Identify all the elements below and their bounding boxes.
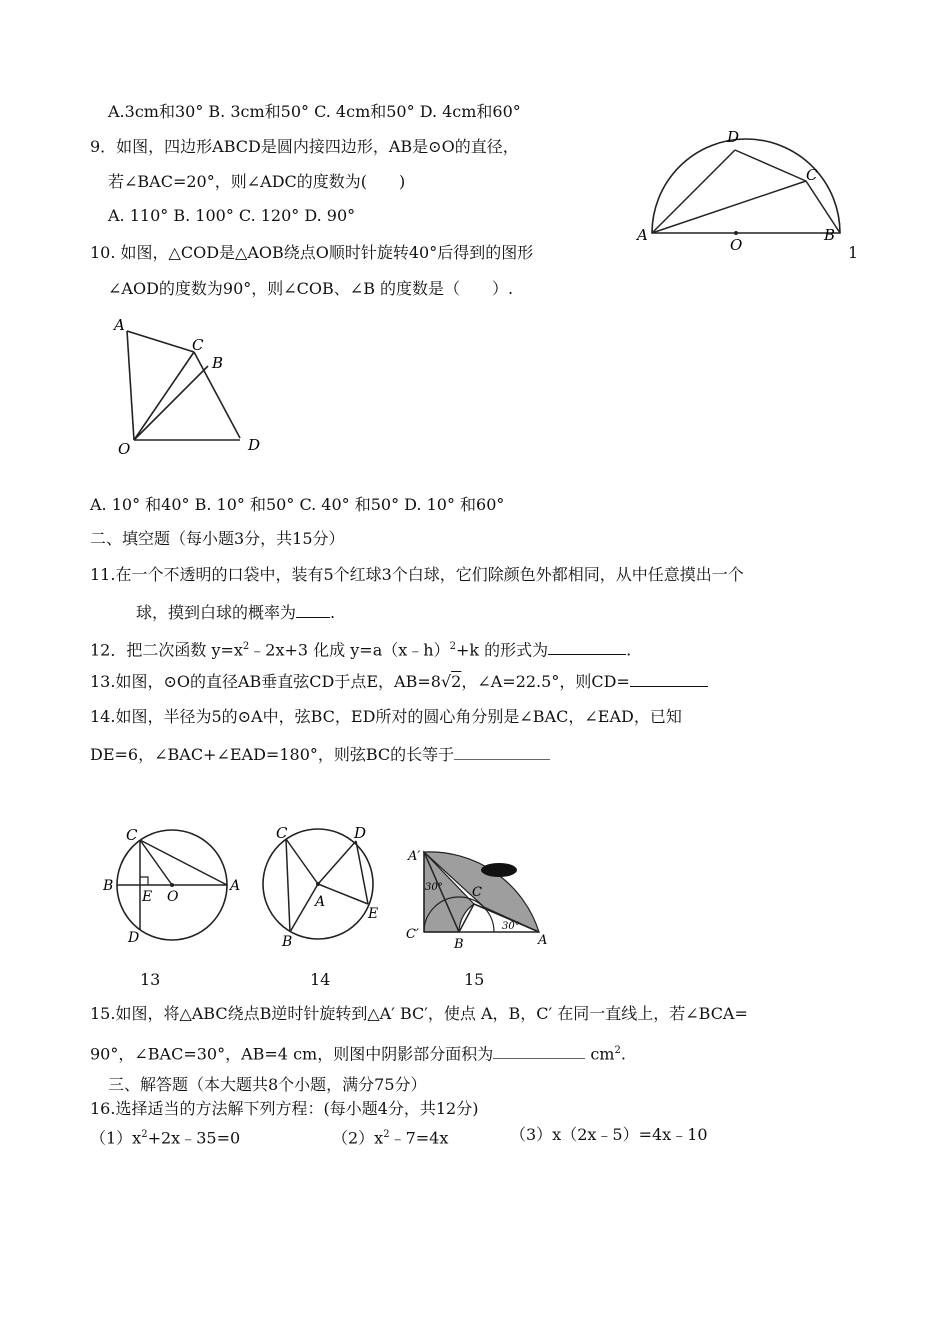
q16-p2-sup: 2 — [383, 1129, 390, 1140]
q11-end: . — [330, 603, 336, 622]
q14-text: DE=6，∠BAC+∠EAD=180°，则弦BC的长等于 — [90, 745, 455, 764]
q12-sup2: 2 — [449, 641, 456, 652]
fig15-label-a-prime: A′ — [408, 849, 421, 864]
q16-p2-b: ﹣7=4x — [389, 1128, 449, 1148]
figure-13 — [100, 826, 250, 948]
q12-answer-blank[interactable] — [548, 638, 626, 655]
q12-text-c: +k 的形式为 — [455, 640, 549, 660]
figure-15 — [402, 840, 562, 952]
fig13-label-d: D — [128, 930, 140, 946]
fig14-label-e: E — [368, 906, 379, 922]
q12-sup1: 2 — [242, 641, 250, 652]
q13-radical: √2 — [440, 672, 462, 691]
q10-options: A. 10° 和40° B. 10° 和50° C. 40° 和50° D. 10° 和60° — [90, 495, 505, 514]
q11-text: 球，摸到白球的概率为 — [136, 603, 297, 622]
q14-answer-blank[interactable] — [454, 743, 550, 760]
q15-end: . — [620, 1044, 626, 1064]
q11-line2 — [136, 601, 335, 624]
q16-p1-b: +2x﹣35=0 — [147, 1128, 241, 1148]
q9-label-a: A — [637, 226, 648, 244]
q9-label-d: D — [727, 128, 740, 146]
q10-cut-char: 1 — [848, 243, 859, 262]
q13-answer-blank[interactable] — [630, 670, 708, 687]
q13-text-a: 13.如图，⊙O的直径AB垂直弦CD于点E，AB=8 — [90, 672, 441, 691]
figure-14 — [256, 820, 386, 950]
q10-figure — [112, 316, 272, 461]
q16-p2-a: （2）x — [332, 1128, 384, 1148]
q14-line2 — [90, 743, 550, 766]
q15-text: 90°，∠BAC=30°，AB=4 cm，则图中阴影部分面积为 — [90, 1044, 494, 1064]
q15-answer-blank[interactable] — [493, 1042, 585, 1059]
fig15-label-c-prime: C′ — [406, 927, 419, 942]
q8-options: A.3cm和30° B. 3cm和50° C. 4cm和50° D. 4cm和60° — [108, 102, 521, 121]
section-2-heading: 二、填空题（每小题3分，共15分） — [90, 529, 345, 548]
q12-text-a: 12．把二次函数 y=x — [90, 640, 243, 660]
q10-label-b: B — [212, 354, 224, 372]
fig13-label-b: B — [103, 878, 114, 894]
q9-options: A. 110° B. 100° C. 120° D. 90° — [108, 206, 356, 225]
q13-radicand: 2 — [451, 672, 462, 691]
q15-line1: 15.如图，将△ABC绕点B逆时针旋转到△A′ BC′，使点 A，B，C′ 在同一直线上，若∠BCA= — [90, 1004, 748, 1023]
q12-line — [90, 636, 631, 661]
q10-label-d: D — [248, 436, 261, 454]
q14-line1: 14.如图，半径为5的⊙A中，弦BC，ED所对的圆心角分别是∠BAC，∠EAD，已知 — [90, 707, 682, 726]
caption-15: 15 — [464, 970, 485, 989]
q10-label-a: A — [114, 316, 125, 334]
q10-condition: ∠AOD的度数为90°，则∠COB、∠B 的度数是（ ）. — [108, 279, 514, 298]
fig14-label-d: D — [354, 824, 367, 842]
fig15-label-a: A — [538, 933, 548, 948]
q11-line1: 11.在一个不透明的口袋中，装有5个红球3个白球，它们除颜色外都相同，从中任意摸出一个 — [90, 565, 744, 584]
fig13-label-c: C — [126, 826, 138, 844]
q9-figure — [632, 124, 848, 254]
q16-stem: 16.选择适当的方法解下列方程：(每小题4分，共12分) — [90, 1099, 479, 1118]
q10-label-c: C — [192, 336, 204, 354]
q9-stem: 9．如图，四边形ABCD是圆内接四边形，AB是⊙O的直径， — [90, 137, 519, 156]
q13-text-b: ，∠A=22.5°，则CD= — [461, 672, 630, 691]
q15-unit-sup: 2 — [614, 1045, 621, 1056]
fig13-label-o: O — [167, 889, 179, 905]
fig15-label-b: B — [454, 937, 464, 952]
fig15-label-angle-top: 30° — [425, 882, 443, 893]
q9-label-c: C — [806, 166, 818, 184]
fig14-label-b: B — [282, 934, 293, 950]
q10-label-o: O — [118, 440, 131, 458]
q16-part1 — [90, 1124, 240, 1149]
q16-part3: （3）x（2x﹣5）=4x﹣10 — [510, 1125, 708, 1144]
q9-condition: 若∠BAC=20°，则∠ADC的度数为( ) — [108, 172, 406, 191]
fig13-label-a: A — [230, 878, 241, 894]
caption-14: 14 — [310, 970, 331, 989]
fig14-label-c: C — [276, 824, 288, 842]
q16-p1-sup: 2 — [141, 1129, 148, 1140]
fig13-label-e: E — [142, 889, 153, 905]
fig14-label-a: A — [315, 894, 326, 910]
q15-unit: cm — [590, 1044, 615, 1064]
q11-answer-blank[interactable] — [296, 601, 330, 618]
q15-line2 — [90, 1040, 626, 1065]
q13-line — [90, 670, 708, 693]
q12-end: . — [626, 640, 632, 660]
q9-label-o: O — [730, 236, 743, 254]
q9-label-b: B — [824, 226, 836, 244]
q16-part2 — [332, 1124, 448, 1149]
q16-p1-a: （1）x — [90, 1128, 142, 1148]
section-3-heading: 三、解答题（本大题共8个小题，满分75分） — [108, 1075, 427, 1094]
fig15-label-angle-bottom: 30° — [502, 921, 520, 932]
q10-stem: 10. 如图，△COD是△AOB绕点O顺时针旋转40°后得到的图形 — [90, 243, 534, 262]
fig15-label-c: C — [472, 885, 482, 900]
q12-text-b: ﹣2x+3 化成 y=a（x﹣h） — [249, 640, 450, 660]
caption-13: 13 — [140, 970, 161, 989]
